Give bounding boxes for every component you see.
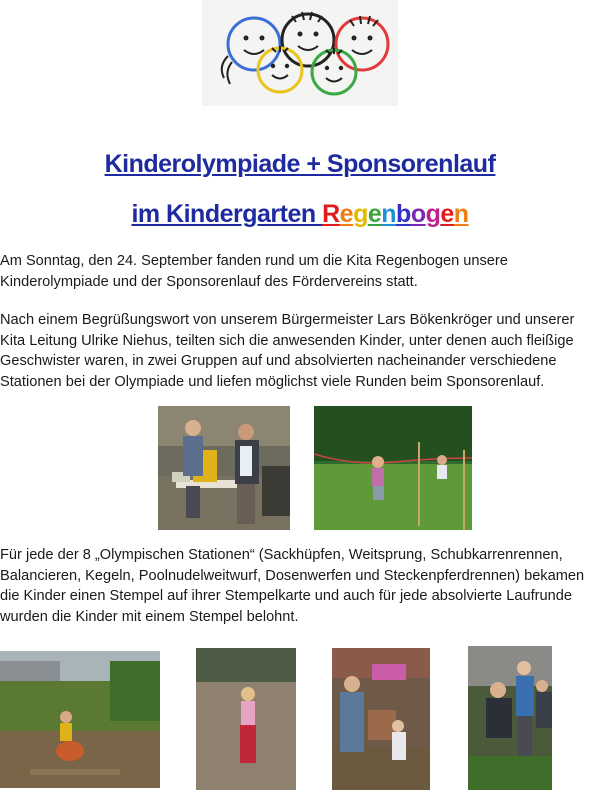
photo-garden-kids	[0, 651, 160, 788]
rainbow-word	[322, 200, 468, 228]
stations-paragraph: Für jede der 8 „Olympischen Stationen“ (Sackhüpfen, Weitsprung, Schubkarrenrennen, Balancieren, Kegeln, Poolnudelweitwurf, Dosenwerfen und Steckenpferdrennen) bekamen die Kinder einen Stempel auf ihrer Stempelkarte und auch für jede absolvierte Laufrunde wurden die Kinder mit einem Stempel belohnt.	[0, 547, 585, 625]
rainbow-letter: n	[381, 200, 397, 228]
greeting-paragraph: Nach einem Begrüßungswort von unserem Bürgermeister Lars Bökenkröger und unserer Kita Leitung Ulrike Niehus, teilten sich die anwesenden Kinder, unter denen auch fleißige Geschwister waren, in zwei Gruppen auf und absolvierten nacheinander verschiedene Stationen bei der Olympiade und liefen möglichst viele Runden beim Sponsorenlauf.	[0, 312, 575, 390]
rainbow-letter: o	[410, 200, 426, 228]
rainbow-letter: e	[339, 200, 354, 228]
subtitle-prefix: im Kindergarten	[131, 200, 323, 228]
rainbow-letter: n	[453, 200, 469, 228]
photo-mother-child	[332, 648, 430, 790]
photo-adults-children	[468, 646, 552, 790]
photo-girl-running	[196, 648, 296, 790]
photo-speakers	[158, 406, 290, 530]
rainbow-letter: g	[353, 200, 368, 228]
page-subtitle	[0, 200, 600, 229]
page-title: Kinderolympiade + Sponsorenlauf	[104, 150, 496, 178]
rainbow-letter: b	[396, 200, 411, 228]
olympic-kids-logo	[202, 0, 398, 106]
intro-paragraph: Am Sonntag, den 24. September fanden rund um die Kita Regenbogen unsere Kinderolympiade und der Sponsorenlauf des Fördervereins statt.	[0, 253, 508, 290]
photo-sack-race	[314, 406, 472, 530]
rainbow-letter: e	[367, 200, 382, 228]
rainbow-letter: g	[425, 200, 441, 228]
rainbow-letter: R	[322, 200, 340, 228]
rainbow-letter: e	[440, 200, 454, 228]
